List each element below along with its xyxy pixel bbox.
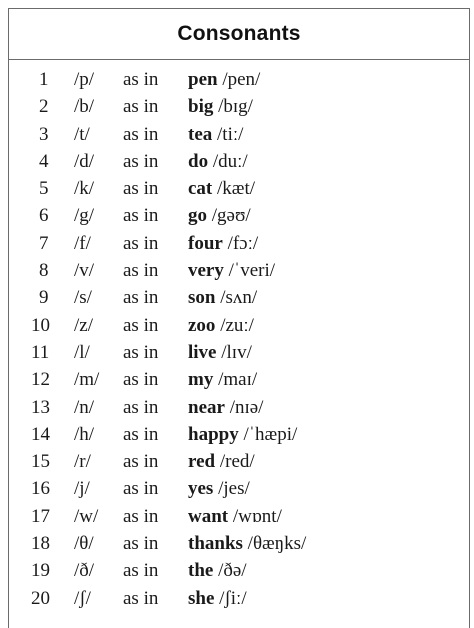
example-word: she xyxy=(188,587,215,609)
phoneme-symbol: /b/ xyxy=(74,96,95,118)
table-row xyxy=(9,367,469,394)
example-word: near xyxy=(188,396,225,418)
table-row xyxy=(9,122,469,149)
phoneme-symbol: /l/ xyxy=(74,341,90,363)
phonetic-transcription: /ðə/ xyxy=(218,560,247,582)
example-entry xyxy=(188,478,250,500)
example-entry xyxy=(188,588,247,610)
row-number: 20 xyxy=(31,587,50,609)
phonetic-transcription: /tiː/ xyxy=(217,123,244,145)
example-entry xyxy=(188,451,255,473)
phonetic-transcription: /fɔː/ xyxy=(227,232,259,254)
phoneme-symbol: /h/ xyxy=(74,423,95,445)
phoneme-symbol: /m/ xyxy=(74,369,100,391)
example-word: pen xyxy=(188,69,218,90)
phonetic-transcription: /red/ xyxy=(219,451,255,473)
example-word: my xyxy=(188,369,214,391)
table-row xyxy=(9,176,469,203)
example-word: thanks xyxy=(188,533,243,555)
table-row xyxy=(9,258,469,285)
example-word: go xyxy=(188,205,207,227)
table-title: Consonants xyxy=(177,22,301,45)
phonetic-transcription: /sʌn/ xyxy=(220,287,258,309)
example-word: tea xyxy=(188,123,213,145)
example-entry xyxy=(188,96,253,118)
example-word: red xyxy=(188,451,216,473)
as-in-label: as in xyxy=(123,314,159,336)
phoneme-symbol: /ð/ xyxy=(74,560,95,582)
example-word: yes xyxy=(188,478,214,500)
row-number: 3 xyxy=(39,123,49,145)
consonant-list xyxy=(9,67,469,613)
example-entry xyxy=(188,233,258,255)
row-number: 4 xyxy=(39,150,49,172)
table-row xyxy=(9,203,469,230)
row-number: 1 xyxy=(39,69,49,90)
phonetic-transcription: /wɒnt/ xyxy=(232,505,282,527)
table-row xyxy=(9,67,469,94)
example-word: live xyxy=(188,341,217,363)
phonetic-transcription: /pen/ xyxy=(222,69,261,90)
row-number: 9 xyxy=(39,287,49,309)
as-in-label: as in xyxy=(123,533,159,555)
example-word: son xyxy=(188,287,216,309)
example-word: four xyxy=(188,232,223,254)
consonants-table xyxy=(8,8,470,628)
as-in-label: as in xyxy=(123,396,159,418)
example-word: big xyxy=(188,96,214,118)
as-in-label: as in xyxy=(123,205,159,227)
phoneme-symbol: /s/ xyxy=(74,287,92,309)
phonetic-transcription: /jes/ xyxy=(218,478,250,500)
example-entry xyxy=(188,287,257,309)
row-number: 19 xyxy=(31,560,50,582)
example-word: zoo xyxy=(188,314,216,336)
phonetic-transcription: /ˈveri/ xyxy=(228,260,276,282)
phoneme-symbol: /v/ xyxy=(74,260,95,282)
example-entry xyxy=(188,205,251,227)
phonetic-transcription: /ʃiː/ xyxy=(219,587,247,609)
as-in-label: as in xyxy=(123,178,159,200)
example-entry xyxy=(188,342,252,364)
as-in-label: as in xyxy=(123,587,159,609)
as-in-label: as in xyxy=(123,423,159,445)
as-in-label: as in xyxy=(123,150,159,172)
phonetic-transcription: /ˈhæpi/ xyxy=(243,423,298,445)
phoneme-symbol: /g/ xyxy=(74,205,95,227)
row-number: 14 xyxy=(31,423,50,445)
table-row xyxy=(9,313,469,340)
example-entry xyxy=(188,560,247,582)
row-number: 13 xyxy=(31,396,50,418)
phonetic-transcription: /maɪ/ xyxy=(218,369,258,391)
table-row xyxy=(9,340,469,367)
phoneme-symbol: /j/ xyxy=(74,478,90,500)
table-row xyxy=(9,476,469,503)
row-number: 12 xyxy=(31,369,50,391)
row-number: 17 xyxy=(31,505,50,527)
table-row xyxy=(9,422,469,449)
as-in-label: as in xyxy=(123,260,159,282)
as-in-label: as in xyxy=(123,451,159,473)
as-in-label: as in xyxy=(123,341,159,363)
phoneme-symbol: /k/ xyxy=(74,178,95,200)
phoneme-symbol: /f/ xyxy=(74,232,91,254)
example-entry xyxy=(188,151,248,173)
as-in-label: as in xyxy=(123,96,159,118)
as-in-label: as in xyxy=(123,287,159,309)
example-word: very xyxy=(188,260,224,282)
example-word: happy xyxy=(188,423,239,445)
phoneme-symbol: /d/ xyxy=(74,150,95,172)
example-entry xyxy=(188,315,254,337)
phonetic-transcription: /duː/ xyxy=(212,150,248,172)
as-in-label: as in xyxy=(123,123,159,145)
row-number: 11 xyxy=(31,341,50,363)
row-number: 6 xyxy=(39,205,49,227)
as-in-label: as in xyxy=(123,69,159,90)
as-in-label: as in xyxy=(123,505,159,527)
row-number: 8 xyxy=(39,260,49,282)
phonetic-transcription: /gəʊ/ xyxy=(211,205,251,227)
phonetic-transcription: /θæŋks/ xyxy=(247,533,307,555)
phoneme-symbol: /r/ xyxy=(74,451,91,473)
table-row xyxy=(9,558,469,585)
phonetic-transcription: /lɪv/ xyxy=(221,341,252,363)
phoneme-symbol: /t/ xyxy=(74,123,90,145)
example-entry xyxy=(188,533,306,555)
example-entry xyxy=(188,506,282,528)
as-in-label: as in xyxy=(123,478,159,500)
table-row xyxy=(9,285,469,312)
example-entry xyxy=(188,369,257,391)
table-header xyxy=(9,9,469,60)
row-number: 15 xyxy=(31,451,50,473)
table-row xyxy=(9,94,469,121)
table-row xyxy=(9,395,469,422)
example-entry xyxy=(188,424,297,446)
table-row xyxy=(9,449,469,476)
phoneme-symbol: /z/ xyxy=(74,314,93,336)
row-number: 5 xyxy=(39,178,49,200)
phoneme-symbol: /n/ xyxy=(74,396,95,418)
phonetic-transcription: /zuː/ xyxy=(220,314,254,336)
example-entry xyxy=(188,397,263,419)
example-word: do xyxy=(188,150,209,172)
as-in-label: as in xyxy=(123,232,159,254)
row-number: 10 xyxy=(31,314,50,336)
phoneme-symbol: /θ/ xyxy=(74,533,94,555)
row-number: 2 xyxy=(39,96,49,118)
example-word: cat xyxy=(188,178,213,200)
example-entry xyxy=(188,69,260,91)
row-number: 16 xyxy=(31,478,50,500)
phonetic-transcription: /bɪg/ xyxy=(218,96,253,118)
table-row xyxy=(9,504,469,531)
as-in-label: as in xyxy=(123,560,159,582)
phonetic-transcription: /nɪə/ xyxy=(229,396,264,418)
phonetic-transcription: /kæt/ xyxy=(217,178,256,200)
example-entry xyxy=(188,178,255,200)
table-row xyxy=(9,231,469,258)
phoneme-symbol: /ʃ/ xyxy=(74,587,91,609)
example-entry xyxy=(188,124,243,146)
table-row xyxy=(9,149,469,176)
row-number: 7 xyxy=(39,232,49,254)
row-number: 18 xyxy=(31,533,50,555)
table-row xyxy=(9,531,469,558)
phoneme-symbol: /w/ xyxy=(74,505,99,527)
example-entry xyxy=(188,260,275,282)
phoneme-symbol: /p/ xyxy=(74,69,95,90)
example-word: want xyxy=(188,505,229,527)
as-in-label: as in xyxy=(123,369,159,391)
example-word: the xyxy=(188,560,214,582)
